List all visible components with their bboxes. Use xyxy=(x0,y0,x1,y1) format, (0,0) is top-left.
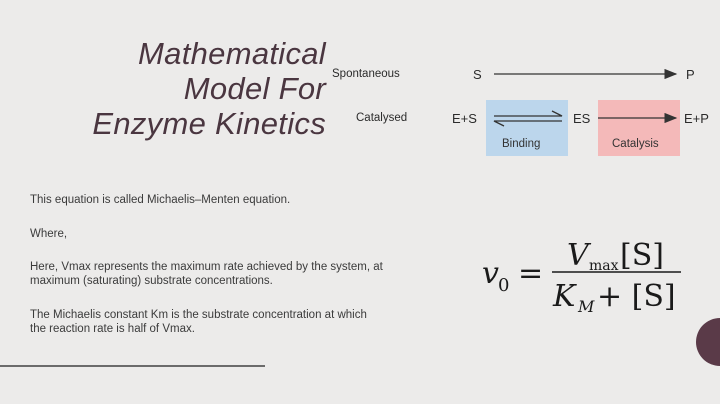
complex-es: ES xyxy=(573,111,591,126)
km-line-1: The Michaelis constant Km is the substrate concentration at which xyxy=(30,309,367,321)
title-line-3: Enzyme Kinetics xyxy=(92,106,326,141)
title-line-1: Mathematical xyxy=(138,36,326,71)
eq-numerator-sub: max xyxy=(589,258,619,274)
substrate-s: S xyxy=(473,67,482,82)
eq-equals: = xyxy=(518,256,544,291)
km-line-2: the reaction rate is half of Vmax. xyxy=(30,323,195,335)
where-text: Where, xyxy=(30,228,68,240)
eq-numerator-v: V xyxy=(567,238,589,273)
catalysed-label: Catalysed xyxy=(356,112,408,124)
equation-name-text: This equation is called Michaelis–Menten equation. xyxy=(30,194,291,206)
vmax-line-1: Here, Vmax represents the maximum rate achieved by the system, at xyxy=(30,261,383,273)
eq-lhs: v xyxy=(482,256,499,291)
eq-lhs-sub: 0 xyxy=(498,275,510,296)
bottom-divider xyxy=(0,365,265,367)
catalysis-label: Catalysis xyxy=(612,138,659,150)
title-line-2: Model For xyxy=(183,71,326,106)
eq-denominator-rest: + [S] xyxy=(597,279,676,314)
e-plus-p: E+P xyxy=(684,111,709,126)
eq-denominator-sub: M xyxy=(578,297,595,316)
binding-label: Binding xyxy=(502,138,541,150)
e-plus-s: E+S xyxy=(452,111,477,126)
eq-numerator-s: [S] xyxy=(620,238,664,273)
vmax-line-2: maximum (saturating) substrate concentrations. xyxy=(30,275,273,287)
eq-denominator-k: K xyxy=(553,279,576,314)
product-p: P xyxy=(686,67,695,82)
spontaneous-label: Spontaneous xyxy=(332,68,400,80)
